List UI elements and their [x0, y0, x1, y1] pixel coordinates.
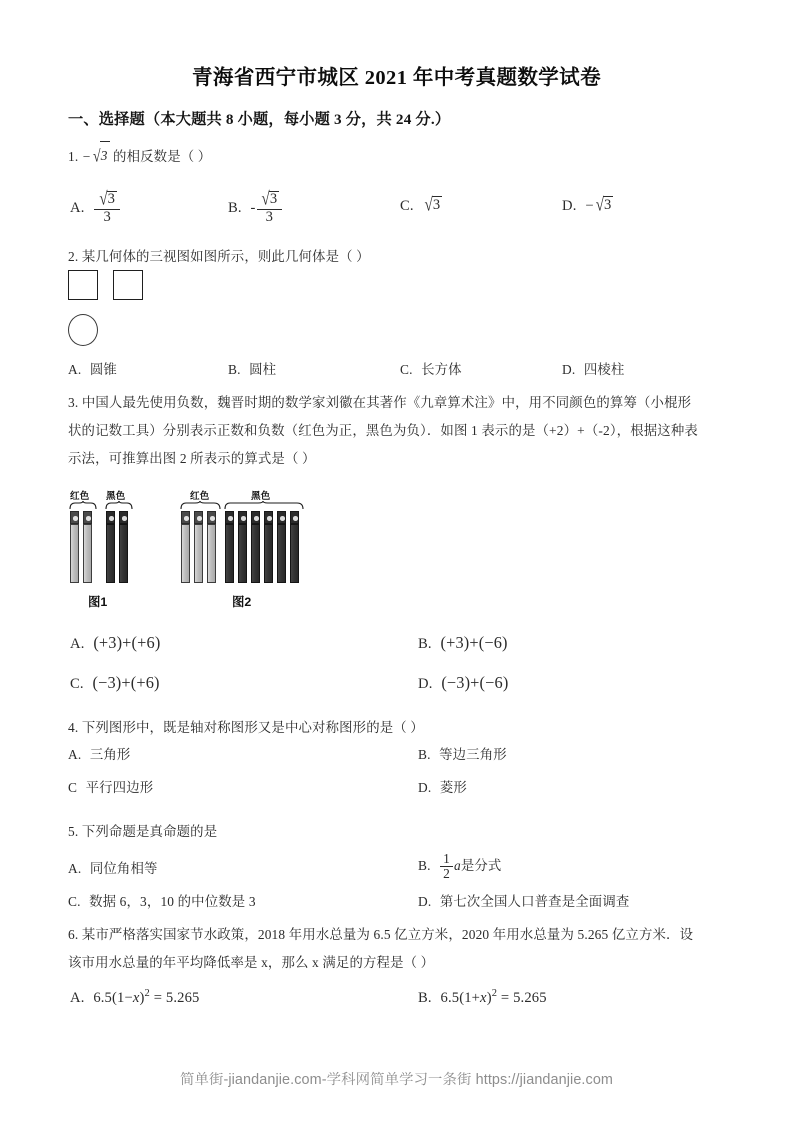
rod-dot: [280, 516, 286, 521]
question-5-option-b[interactable]: [418, 852, 501, 882]
question-3-stem-line-1: 3. 中国人最先使用负数，魏晋时期的数学家刘徽在其著作《九章算术注》中，用不同颜色的算筹（小棍形: [68, 395, 692, 410]
fig2-black-brace-icon: [224, 501, 304, 510]
option-label: A.: [68, 861, 82, 876]
question-6-option-b[interactable]: [418, 988, 547, 1007]
question-6-option-a[interactable]: [70, 988, 200, 1007]
option-label: D.: [562, 362, 576, 377]
rod-dot: [86, 516, 92, 521]
option-label: B.: [418, 747, 431, 762]
question-1-option-b[interactable]: [228, 189, 283, 226]
option-label: A.: [70, 199, 85, 216]
section-heading: 一、选择题（本大题共 8 小题，每小题 3 分，共 24 分.）: [68, 111, 451, 128]
option-math: - $\frac{√3}{3}$: [251, 200, 284, 216]
option-label: B.: [228, 199, 242, 216]
question-5-option-a[interactable]: [68, 858, 158, 877]
option-label: C.: [400, 198, 414, 214]
front-view-square: [68, 270, 98, 300]
question-1-stem: [68, 142, 211, 170]
question-2-option-c[interactable]: [400, 359, 462, 378]
option-label: C: [68, 780, 78, 795]
option-label: D.: [562, 198, 577, 214]
fraction-numerator: 1: [443, 851, 450, 866]
rod-shaft: [106, 524, 115, 583]
rod-shaft: [251, 524, 260, 583]
question-2-option-b[interactable]: [228, 359, 276, 378]
fig2-black-rod: [277, 511, 286, 583]
option-label: A.: [68, 362, 82, 377]
option-text: 等边三角形: [439, 747, 507, 762]
fig1-black-label: 黑色: [106, 491, 126, 502]
option-text: 四棱柱: [583, 362, 625, 377]
option-math: $\frac{√3}{3}$: [94, 192, 120, 226]
rod-dot: [210, 516, 216, 521]
rod-cap: [70, 511, 79, 524]
option-text: 数据 6，3，10 的中位数是 3: [89, 894, 256, 909]
fig1-black-rod: [119, 511, 128, 583]
top-view-circle: [68, 314, 98, 346]
fig2-black-rod: [225, 511, 234, 583]
question-5-stem: 5. 下列命题是真命题的是: [68, 824, 218, 839]
rod-cap: [83, 511, 92, 524]
three-view-figure: [68, 270, 188, 352]
option-math: (−3)+(+6): [92, 673, 160, 692]
question-1-option-c[interactable]: [400, 197, 442, 215]
fig2-red-brace-icon: [180, 501, 221, 510]
option-label: B.: [418, 989, 432, 1006]
question-5-option-c[interactable]: [68, 891, 256, 910]
rod-dot: [228, 516, 234, 521]
option-text: 菱形: [439, 780, 467, 795]
question-6-stem-line-1: 6. 某市严格落实国家节水政策，2018 年用水总量为 6.5 亿立方米，2020 年用水总量为 5.265 亿立方米．设: [68, 927, 694, 942]
rod-cap: [181, 511, 190, 524]
rod-cap: [251, 511, 260, 524]
rod-cap: [106, 511, 115, 524]
option-label: B.: [418, 636, 432, 652]
rod-dot: [267, 516, 273, 521]
rod-shaft: [70, 524, 79, 583]
rod-shaft: [225, 524, 234, 583]
rod-shaft: [83, 524, 92, 583]
fig2-black-rod: [264, 511, 273, 583]
rod-shaft: [181, 524, 190, 583]
rod-dot: [184, 516, 190, 521]
question-4-stem: 4. 下列图形中，既是轴对称图形又是中心对称图形的是（ ）: [68, 720, 424, 735]
rod-shaft: [277, 524, 286, 583]
question-3-option-d[interactable]: [418, 673, 508, 693]
question-4-option-d[interactable]: [418, 777, 467, 796]
option-label: D.: [418, 676, 433, 692]
option-text: 平行四边形: [85, 780, 154, 795]
rod-cap: [225, 511, 234, 524]
option-label: B.: [228, 362, 241, 377]
option-text-suffix: 是分式: [460, 858, 502, 874]
option-math: $6.5(1+x)^2 = 5.265$: [440, 988, 547, 1006]
option-math: (+3)+(+6): [93, 633, 161, 652]
option-label: A.: [70, 989, 85, 1006]
rod-dot: [254, 516, 260, 521]
option-label: C.: [400, 362, 413, 377]
question-2-stem: 2. 某几何体的三视图如图所示，则此几何体是（ ）: [68, 249, 370, 264]
option-label: D.: [418, 780, 432, 795]
option-label: D.: [418, 894, 432, 909]
question-1-option-a[interactable]: [70, 189, 121, 226]
question-1-number: 1.: [68, 149, 79, 164]
rod-dot: [197, 516, 203, 521]
rod-cap: [238, 511, 247, 524]
counting-rods-figure-2: [176, 488, 321, 613]
option-text: 长方体: [421, 362, 462, 377]
question-3-option-c[interactable]: [70, 673, 160, 693]
fig2-black-label: 黑色: [251, 491, 271, 502]
fig1-red-rod: [70, 511, 79, 583]
fig2-black-rod: [290, 511, 299, 583]
option-text: 圆柱: [249, 362, 277, 377]
rod-cap: [264, 511, 273, 524]
rod-shaft: [194, 524, 203, 583]
rod-cap: [194, 511, 203, 524]
rod-dot: [293, 516, 299, 521]
question-2-option-d[interactable]: [562, 359, 624, 378]
fig2-black-rod: [238, 511, 247, 583]
rod-cap: [277, 511, 286, 524]
question-4-option-c[interactable]: [68, 777, 153, 796]
question-4-option-b[interactable]: [418, 744, 507, 763]
option-text: 同位角相等: [89, 861, 158, 876]
fig2-red-rod: [207, 511, 216, 583]
fig1-black-rod: [106, 511, 115, 583]
rod-dot: [122, 516, 128, 521]
question-3-option-b[interactable]: [418, 633, 508, 653]
rod-shaft: [119, 524, 128, 583]
footer-watermark: 简单街-jiandanjie.com-学科网简单学习一条街 https://jiandanjie.com: [179, 1072, 614, 1088]
question-1-option-d[interactable]: [562, 197, 613, 215]
rod-cap: [207, 511, 216, 524]
rod-cap: [119, 511, 128, 524]
option-text: 圆锥: [89, 362, 117, 377]
option-math: (−3)+(−6): [441, 673, 509, 692]
fig2-red-rod: [181, 511, 190, 583]
option-label: A.: [68, 747, 82, 762]
option-label: C.: [68, 894, 81, 909]
option-label: A.: [70, 636, 85, 652]
option-math: √3: [424, 195, 441, 216]
rod-shaft: [290, 524, 299, 583]
fig2-black-rod: [251, 511, 260, 583]
fig1-red-brace-icon: [69, 501, 97, 510]
question-5-option-d[interactable]: [418, 891, 629, 910]
fig2-red-rod: [194, 511, 203, 583]
fig2-caption: 图2: [232, 595, 252, 609]
question-2-option-a[interactable]: [68, 359, 117, 378]
option-math: $6.5(1-x)^2 = 5.265$: [93, 988, 200, 1006]
rod-shaft: [238, 524, 247, 583]
question-1-math: − √3: [82, 149, 113, 164]
fig1-red-label: 红色: [70, 491, 90, 502]
question-3-option-a[interactable]: [70, 633, 160, 653]
option-math: − √3: [585, 195, 612, 216]
counting-rods-figure-1: [66, 488, 176, 613]
rod-shaft: [207, 524, 216, 583]
question-6-stem-line-2: 该市用水总量的年平均降低率是 x，那么 x 满足的方程是（ ）: [68, 955, 435, 970]
rod-cap: [290, 511, 299, 524]
rod-dot: [241, 516, 247, 521]
option-text: 第七次全国人口普查是全面调查: [439, 894, 630, 909]
option-math: (+3)+(−6): [440, 633, 508, 652]
rod-dot: [73, 516, 79, 521]
fig1-caption: 图1: [88, 595, 108, 609]
question-3-stem-line-3: 示法，可推算出图 2 所表示的算式是（ ）: [68, 451, 316, 466]
option-math: [439, 851, 502, 882]
rod-shaft: [264, 524, 273, 583]
question-4-option-a[interactable]: [68, 744, 130, 763]
option-text: 三角形: [89, 747, 131, 762]
side-view-square: [113, 270, 143, 300]
option-label: B.: [418, 858, 431, 874]
option-label: C.: [70, 676, 84, 692]
page-title: 青海省西宁市城区 2021 年中考真题数学试卷: [192, 67, 601, 89]
question-3-stem-line-2: 状的记数工具）分别表示正数和负数（红色为正，黑色为负）．如图 1 表示的是（+2）+（-2），根据这种表: [68, 423, 698, 438]
fig1-red-rod: [83, 511, 92, 583]
rod-dot: [109, 516, 115, 521]
fig2-red-label: 红色: [190, 491, 210, 502]
question-1-stem-text: 的相反数是（ ）: [113, 149, 212, 164]
variable-a: a: [453, 858, 461, 874]
fraction-denominator: 2: [443, 866, 450, 882]
fig1-black-brace-icon: [105, 501, 133, 510]
